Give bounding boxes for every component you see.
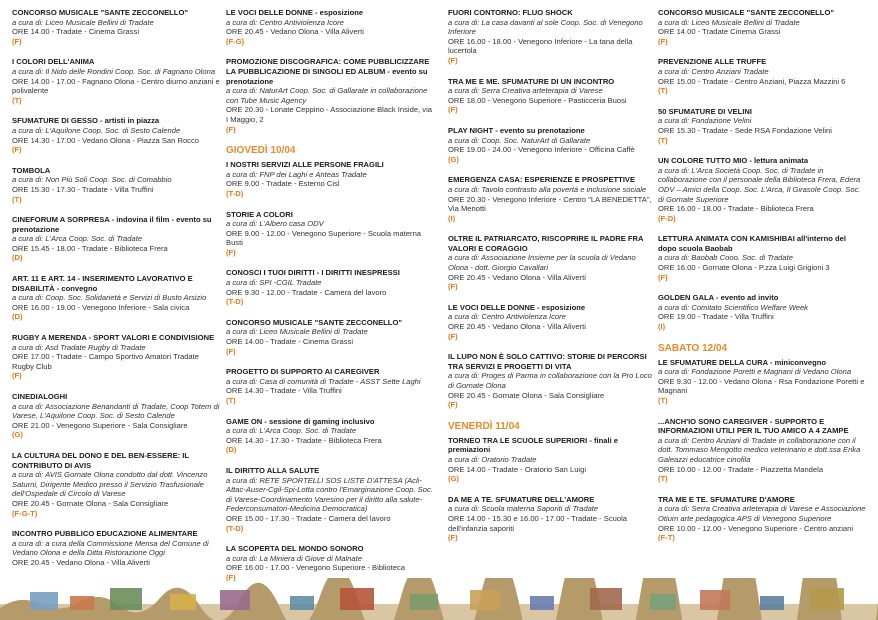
event-curator: a cura di: a cura della Commissione Mensa del Comune di Vedano Olona e della Ditta Ristorazione Oggi	[12, 538, 209, 558]
event-curator: a cura di: Liceo Musicale Bellini di Tradate	[226, 327, 368, 337]
event-title: OLTRE IL PATRIARCATO, RISCOPRIRE IL PADRE FRA VALORI E CORAGGIO	[448, 234, 644, 253]
event-curator: a cura di: Associazione Benandanti di Tradate, Coop Totem di Varese, L'Aquilone Coop. Soc. di Sesto Calende	[12, 401, 220, 421]
column-2	[226, 8, 434, 594]
event-title: ART. 11 E ART. 14 - INSERIMENTO LAVORATIVO E DISABILITÀ - convegno	[12, 274, 193, 293]
event-title: LE SFUMATURE DELLA CURA - miniconvegno	[658, 357, 827, 367]
event-tag: (F)	[226, 346, 236, 356]
event-title: CONOSCI I TUOI DIRITTI - I DIRITTI INESPRESSI	[226, 268, 400, 278]
event-curator: a cura di: L'Aquilone Coop. Soc. di Sesto Calende	[12, 125, 181, 135]
event-tag: (D)	[12, 253, 23, 263]
event-title: CONCORSO MUSICALE "SANTE ZECCONELLO"	[12, 8, 188, 17]
event-item	[658, 234, 866, 282]
event-tag: (T)	[226, 396, 236, 405]
event-tag: (F)	[12, 36, 22, 46]
event-info: ORE 17.00 - Tradate - Campo Sportivo Amatori Tradate Rugby Club	[12, 352, 199, 371]
event-curator: a cura di: Coop. Soc. NaturArt di Gallarate	[448, 135, 591, 145]
event-info: ORE 15.30 - 17.30 - Tradate - Villa Truffini	[12, 184, 154, 194]
event-item	[448, 303, 656, 341]
event-curator: a cura di: FNP dei Laghi e Anteas Tradate	[226, 169, 367, 179]
event-title: LE VOCI DELLE DONNE - esposizione	[448, 302, 586, 312]
event-title: I NOSTRI SERVIZI ALLE PERSONE FRAGILI	[226, 160, 384, 170]
event-item	[226, 57, 434, 134]
event-item	[448, 436, 656, 484]
decorative-puzzle-border	[0, 578, 878, 620]
event-info: ORE 10.00 - 12.00 - Venegono Superiore - Centro anziani	[658, 523, 854, 533]
event-curator: a cura di: Proges di Parma in collaborazione con la Pro Loco di Gornate Olona	[448, 371, 652, 390]
column-3	[448, 8, 656, 554]
event-info: ORE 14.30 - 17.30 - Tradate - Biblioteca Frera	[226, 435, 382, 445]
event-tag: (F)	[448, 400, 458, 410]
event-tag: (F-D)	[658, 213, 676, 223]
event-info: ORE 16.00 - 18.00 - Tradate - Biblioteca Frera	[658, 204, 814, 214]
event-item	[226, 417, 434, 455]
event-info: ORE 20.45 - Vedano Olona - Villa Aliverti	[448, 272, 586, 282]
event-info: ORE 14.00 - Tradate Cinema Grassi	[658, 27, 781, 37]
event-title: CONCORSO MUSICALE "SANTE ZECCONELLO"	[658, 8, 834, 17]
event-curator: a cura di: L'Arca Coop. Soc. di Tradate	[12, 234, 143, 244]
event-title: EMERGENZA CASA: ESPERIENZE E PROSPETTIVE	[448, 175, 636, 185]
event-tag: (T)	[658, 474, 668, 484]
column-4	[658, 8, 866, 554]
day-heading: SABATO 12/04	[658, 342, 728, 354]
event-title: IL DIRITTO ALLA SALUTE	[226, 465, 320, 475]
event-tag: (I)	[658, 322, 666, 332]
event-title: CINEDIALOGHI	[12, 392, 68, 401]
event-item	[226, 268, 434, 306]
event-info: ORE 15.00 - Tradate - Centro Anziani, Piazza Mazzini 6	[658, 76, 846, 86]
event-item	[658, 57, 866, 95]
event-item	[12, 215, 220, 263]
event-title: STORIE A COLORI	[226, 209, 293, 219]
event-info: ORE 14.00 - Tradate - Cinema Grassi	[12, 27, 140, 37]
event-tag: (F)	[226, 247, 236, 257]
event-info: ORE 19.00 - Tradate - Villa Truffini	[658, 312, 774, 322]
event-curator: a cura di: Casa di comunità di Tradate - ASST Sette Laghi	[226, 376, 421, 386]
event-title: CONCORSO MUSICALE "SANTE ZECCONELLO"	[226, 317, 402, 327]
event-title: GAME ON - sessione di gaming inclusivo	[226, 416, 375, 426]
event-curator: a cura di: Fondazione Velini	[658, 116, 752, 126]
event-info: ORE 20.45 - Vedano Olona - Villa Aliverti	[448, 322, 586, 332]
event-tag: (F)	[448, 533, 458, 543]
event-info: ORE 16.00 - 18.00 - Venegono Inferiore - La tana della lucertola	[448, 36, 633, 56]
event-item	[658, 417, 866, 484]
event-info: ORE 14.30 - 17.00 - Vedano Olona - Piazza San Rocco	[12, 135, 199, 145]
event-item	[226, 160, 434, 198]
event-info: ORE 16.00 - 19.00 - Venegono Inferiore - Sala civica	[12, 302, 190, 312]
event-info: ORE 9.00 - 12.00 - Venegono Superiore - Scuola materna Busti	[226, 228, 422, 248]
event-tag: (F)	[448, 55, 458, 65]
event-curator: a cura di: Oratorio Tradate	[448, 454, 537, 464]
event-item	[226, 210, 434, 258]
event-item	[12, 166, 220, 204]
event-tag: (T-D)	[226, 188, 244, 198]
event-curator: a cura di: L'Albero casa ODV	[226, 219, 324, 229]
event-info: ORE 15.30 - Tradate - Sede RSA Fondazione Velini	[658, 125, 832, 135]
event-curator: a cura di: Centro Antiviolenza Icore	[448, 312, 566, 322]
event-title: UN COLORE TUTTO MIO - lettura animata	[658, 156, 809, 166]
event-tag: (T-D)	[226, 297, 244, 307]
event-item	[12, 333, 220, 381]
event-title: GOLDEN GALA - evento ad invito	[658, 293, 779, 303]
event-title: TRA ME E TE. SFUMATURE D'AMORE	[658, 494, 795, 504]
event-item	[12, 451, 220, 518]
event-title: PROGETTO DI SUPPORTO AI CAREGIVER	[226, 367, 380, 377]
event-info: ORE 20.30 - Venegono Inferiore - Centro "LA BENEDETTA", Via Menotti	[448, 194, 652, 214]
event-tag: (F)	[12, 145, 22, 155]
event-info: ORE 9.30 - 12.00 - Tradate - Camera del lavoro	[226, 287, 387, 297]
event-curator: a cura di: Scuola materna Saporiti di Tradate	[448, 504, 599, 514]
event-item	[448, 126, 656, 164]
event-item	[448, 77, 656, 115]
event-tag: (T-D)	[226, 523, 244, 533]
event-title: TOMBOLA	[12, 165, 51, 175]
event-tag: (F)	[12, 371, 22, 381]
event-tag: (T)	[658, 86, 668, 96]
event-tag: (F-G-T)	[12, 508, 38, 518]
event-title: LE VOCI DELLE DONNE - esposizione	[226, 8, 364, 17]
day-heading: GIOVEDÌ 10/04	[226, 145, 296, 157]
event-tag: (F-T)	[658, 533, 675, 543]
event-curator: a cura di: Centro Anziani di Tradate in collaborazione con il dott. Tommaso Mengotto medico veterinario e dott.ssa Erika Galeazzi educatrice cinofila	[658, 435, 861, 464]
event-item	[448, 175, 656, 223]
event-item	[658, 156, 866, 223]
event-tag: (G)	[448, 474, 459, 484]
event-curator: a cura di: Fondazione Poretti e Magnani di Vedano Olona	[658, 367, 852, 377]
event-tag: (D)	[12, 312, 23, 322]
event-title: TRA ME E ME. SFUMATURE DI UN INCONTRO	[448, 76, 615, 86]
event-info: ORE 20.45 - Vedano Olona - Villa Aliverti	[226, 27, 364, 37]
event-info: ORE 21.00 - Venegono Superiore - Sala Consigliare	[12, 420, 188, 430]
event-tag: (T)	[12, 194, 22, 204]
event-curator: a cura di: Coop. Soc. Solidarietà e Servizi di Busto Arsizio	[12, 293, 207, 303]
event-item	[12, 57, 220, 105]
event-item	[448, 495, 656, 543]
event-curator: a cura di: SPI -CGIL Tradate	[226, 278, 322, 288]
event-item	[658, 495, 866, 543]
event-item	[658, 107, 866, 145]
event-title: 50 SFUMATURE DI VELINI	[658, 106, 752, 116]
event-curator: a cura di: Serra Creativa arteterapia di Varese e Associazione Otium arte pedagogica APS di Venegono Superiore	[658, 504, 866, 523]
event-title: TORNEO TRA LE SCUOLE SUPERIORI - finali e premiazioni	[448, 435, 619, 455]
event-curator: a cura di: L'Arca Coop. Soc. di Tradate	[226, 426, 357, 436]
event-curator: a cura di: Centro Antiviolenza Icore	[226, 17, 344, 27]
event-curator: a cura di: Il Nido delle Rondini Coop. Soc. di Fagnano Olona	[12, 66, 216, 76]
event-item	[12, 116, 220, 154]
event-title: PROMOZIONE DISCOGRAFICA: COME PUBBLICIZZARE LA PUBBLICAZIONE DI SINGOLI ED ALBUM - evento su prenotazione	[226, 57, 430, 86]
event-tag: (F)	[658, 272, 668, 282]
event-curator: a cura di: Tavolo contrasto alla povertà e inclusione sociale	[448, 184, 647, 194]
event-item	[448, 8, 656, 66]
event-curator: a cura di: Comitato Scientifico Welfare Week	[658, 302, 808, 312]
event-tag: (F)	[448, 282, 458, 292]
event-info: ORE 14.30 - Tradate - Villa Truffini	[226, 386, 342, 396]
event-curator: a cura di: Baobab Cooo. Soc. di Tradate	[658, 253, 793, 263]
event-tag: (I)	[448, 213, 456, 223]
event-tag: (G)	[12, 430, 23, 440]
event-curator: a cura di: La Miniera di Giove di Malnate	[226, 553, 362, 563]
event-item	[226, 544, 434, 582]
event-curator: a cura di: Centro Anziani Tradate	[658, 66, 769, 76]
event-title: PLAY NIGHT - evento su prenotazione	[448, 125, 585, 135]
event-item	[226, 8, 434, 46]
event-info: ORE 16.00 - 17.00 - Venegono Superiore - Biblioteca	[226, 563, 405, 573]
event-tag: (F-G)	[226, 36, 245, 46]
event-title: SFUMATURE DI GESSO - artisti in piazza	[12, 116, 160, 126]
event-tag: (F)	[448, 105, 458, 115]
event-tag: (G)	[448, 154, 459, 164]
event-info: ORE 19.00 - 24.00 - Venegono Inferiore - Officina Caffè	[448, 145, 635, 155]
event-info: ORE 14.00 - 17.00 - Fagnano Olona - Centro diurno anziani e polivalente	[12, 76, 220, 96]
event-curator: a cura di: AVIS Gornate Olona condotto dal dott. Vincenzo Saturni, Dirigente Medico presso il Servizio Trasfusionale dell'Ospedale di Circolo di Varese	[12, 470, 208, 499]
event-title: LA CULTURA DEL DONO E DEL BEN-ESSERE: IL CONTRIBUTO DI AVIS	[12, 450, 189, 470]
event-title: CINEFORUM A SORPRESA - indovina il film - evento su prenotazione	[12, 215, 212, 234]
event-curator: a cura di: Liceo Musicale Bellini di Tradate	[12, 17, 154, 27]
event-curator: a cura di: La casa davanti al sole Coop. Soc. di Venegono Inferiore	[448, 17, 643, 37]
event-title: IL LUPO NON È SOLO CATTIVO: STORIE DI PERCORSI TRA SERVIZI E PROGETTI DI VITA	[448, 352, 647, 371]
event-item	[12, 274, 220, 322]
event-item	[226, 367, 434, 405]
event-tag: (T)	[658, 135, 668, 145]
event-curator: a cura di: Associazione Insieme per la scuola di Vedano Olona - dott. Giorgio Cavallari	[448, 253, 636, 273]
event-title: RUGBY A MERENDA - SPORT VALORI E CONDIVISIONE	[12, 333, 215, 343]
event-item	[448, 352, 656, 410]
event-info: ORE 15.00 - 17.30 - Tradate - Camera del lavoro	[226, 513, 391, 523]
event-item	[658, 358, 866, 406]
event-curator: a cura di: NaturArt Coop. Soc. di Gallarate in collaborazione con Tube Music Agency	[226, 86, 428, 105]
event-info: ORE 16.00 - Gornate Olona - P.zza Luigi Grigioni 3	[658, 263, 830, 273]
event-tag: (T)	[658, 396, 668, 405]
event-item	[658, 8, 866, 46]
event-tag: (F)	[658, 36, 668, 46]
event-item	[12, 8, 220, 46]
event-curator: a cura di: RETE SPORTELLI SOS LISTE D'ATTESA (Acli-Attac-Auser-Cgil-Spi-Lotta contro l'Emarginazione Coop. Soc. di Varese-Coordinamento Varesino per il diritto alla salute-Federconsumatori-Medicina Democratica)	[226, 475, 433, 514]
event-curator: a cura di: L'Arca Società Coop. Soc. di Tradate in collaborazione con il personale della Biblioteca Frera, Edera ODV – Amici della Coop. Soc. L'Arca, Il Girasole Coop. Soc. di Gornate Superiore	[658, 165, 861, 204]
event-item	[12, 392, 220, 440]
event-info: ORE 10.00 - 12.00 - Tradate - Piazzetta Mandela	[658, 464, 824, 474]
event-title: FUORI CONTORNO: FLUO SHOCK	[448, 8, 573, 17]
event-info: ORE 20.30 - Lonate Ceppino - Associazione Black Inside, via I Maggio, 2	[226, 105, 432, 124]
event-info: ORE 20.45 - Gornate Olona - Sala Consigliare	[448, 390, 605, 400]
column-1	[12, 8, 220, 579]
event-curator: a cura di: Non Più Soli Coop. Soc. di Comabbio	[12, 175, 172, 185]
event-item	[226, 318, 434, 356]
event-title: LETTURA ANIMATA CON KAMISHIBAI all'interno del dopo scuola Baobab	[658, 234, 846, 253]
event-item	[12, 529, 220, 567]
event-title: LA SCOPERTA DEL MONDO SONORO	[226, 544, 364, 554]
event-tag: (F)	[226, 124, 236, 134]
event-info: ORE 9.30 - 12.00 - Vedano Olona - Rsa Fondazione Poretti e Magnani	[658, 376, 865, 396]
event-curator: a cura di: Serra Creativa arteterapia di Varese	[448, 86, 603, 96]
event-tag: (F)	[226, 572, 236, 582]
event-item	[448, 234, 656, 292]
event-title: INCONTRO PUBBLICO EDUCAZIONE ALIMENTARE	[12, 529, 198, 539]
event-curator: a cura di: Asd Tradate Rugby di Tradate	[12, 342, 146, 352]
event-info: ORE 15.45 - 18.00 - Tradate - Biblioteca Frera	[12, 243, 168, 253]
event-info: ORE 9.00 - Tradate - Esterno Cisl	[226, 179, 340, 189]
event-title: PREVENZIONE ALLE TRUFFE	[658, 57, 767, 67]
event-info: ORE 18.00 - Venegono Superiore - Pasticceria Buosi	[448, 95, 627, 105]
day-heading: VENERDÌ 11/04	[448, 420, 520, 432]
event-item	[226, 466, 434, 533]
event-info: ORE 20.45 - Vedano Olona - Villa Aliverti	[12, 557, 150, 567]
event-info: ORE 14.00 - 15.30 e 16.00 - 17.00 - Tradate - Scuola dell'infanzia saporiti	[448, 513, 627, 533]
event-tag: (F)	[448, 331, 458, 341]
event-curator: a cura di: Liceo Musicale Bellini di Tradate	[658, 17, 800, 27]
event-item	[658, 293, 866, 331]
event-info: ORE 14.00 - Tradate - Oratorio San Luigi	[448, 464, 587, 474]
event-tag: (T)	[12, 95, 22, 105]
event-title: I COLORI DELL'ANIMA	[12, 57, 95, 67]
event-tag: (D)	[226, 445, 237, 455]
event-title: DA ME A TE. SFUMATURE DELL'AMORE	[448, 494, 595, 504]
event-info: ORE 14.00 - Tradate - Cinema Grassi	[226, 337, 354, 347]
event-info: ORE 20.45 - Gornate Olona - Sala Consigliare	[12, 498, 169, 508]
event-title: ...ANCH'IO SONO CAREGIVER - SUPPORTO E INFORMAZIONI UTILI PER IL TUO AMICO A 4 ZAMPE	[658, 416, 849, 436]
